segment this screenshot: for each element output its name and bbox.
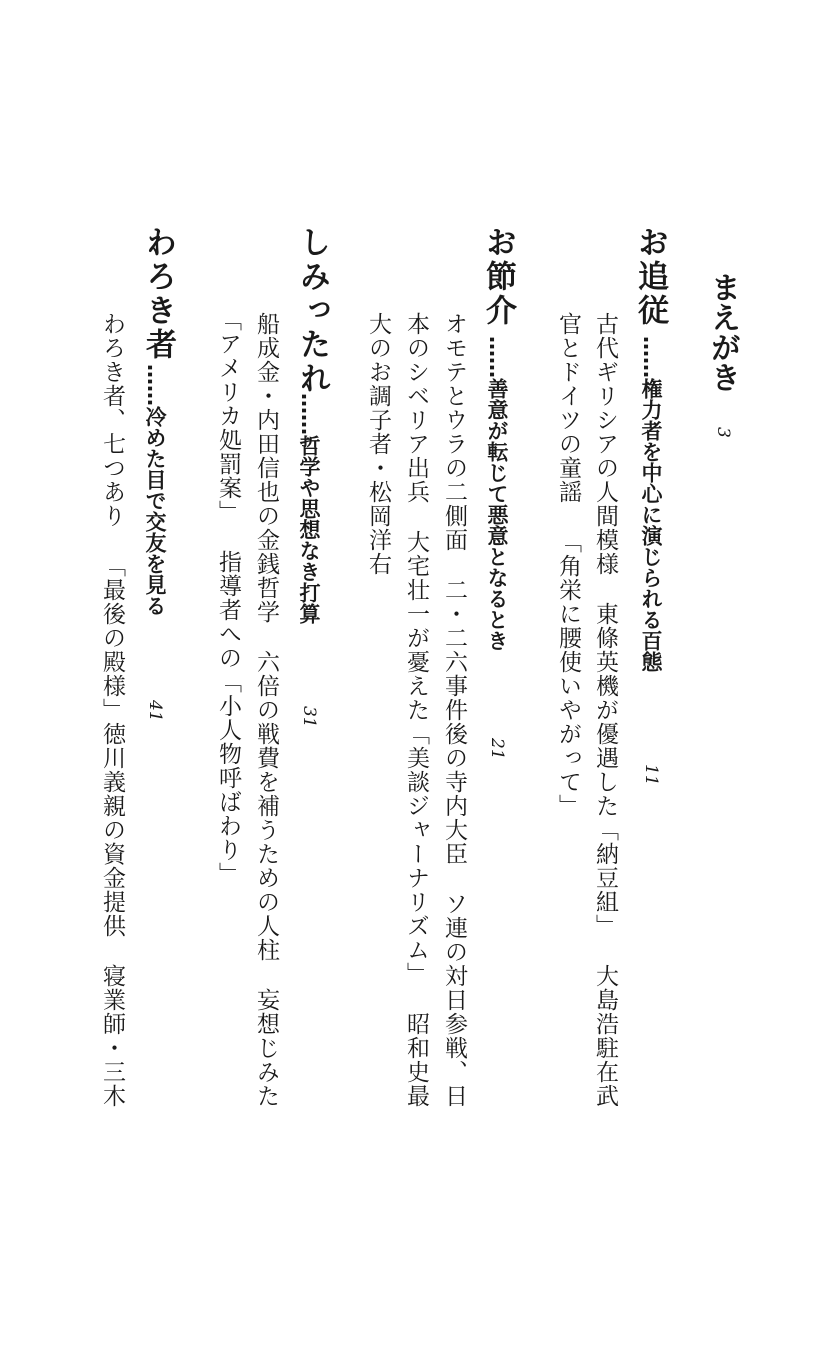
entry: 昭和史最 (403, 1012, 429, 1108)
entry: 船成金・内田信也の金銭哲学 (253, 312, 279, 624)
entry: 「角栄に腰使いやがって」 (555, 530, 581, 818)
body-line (404, 312, 427, 1108)
chapter-page-number: 31 (299, 706, 319, 728)
body-line (100, 312, 123, 1108)
entry: オモテとウラの二側面 (441, 312, 467, 552)
body-line (442, 312, 465, 1108)
entry: 本のシベリア出兵 (403, 312, 429, 504)
chapter-subtitle: ……善意が転じて悪意となるとき (485, 336, 509, 651)
entry: 古代ギリシアの人間模様 (592, 312, 618, 576)
entry: 「最後の殿様」徳川義親の資金提供 (99, 554, 125, 938)
chapter-title: お節介 (480, 226, 516, 328)
entry: 大宅壮一が憂えた「美談ジャーナリズム」 (403, 530, 429, 986)
entry: 二・二六事件後の寺内大臣 (441, 578, 467, 866)
chapter-page-number: 11 (641, 764, 661, 786)
chapter-title: わろき者 (140, 226, 176, 362)
entry: 妄想じみた (253, 988, 279, 1108)
entry: ソ連の対日参戦、日 (441, 892, 467, 1108)
chapter-subtitle: ……冷めた目で交友を見る (143, 364, 167, 616)
chapter-title: お追従 (632, 226, 668, 328)
preface-title: まえがき (705, 272, 740, 392)
preface-page-number: 3 (713, 427, 733, 438)
body-line (216, 308, 239, 886)
entry: 東條英機が優遇した「納豆組」 (592, 602, 618, 938)
chapter-subtitle: ……権力者を中心に演じられる百態 (639, 336, 663, 672)
body-line (593, 312, 616, 1108)
chapter-subtitle: ……哲学や思想なき打算 (297, 393, 321, 624)
entry: わろき者、七つあり (99, 312, 125, 528)
entry: 「アメリカ処罰案」 (215, 308, 241, 524)
entry: 六倍の戦費を補うための人柱 (253, 650, 279, 962)
entry: 大のお調子者・松岡洋右 (365, 312, 391, 576)
entry: 大島浩駐在武 (592, 964, 618, 1108)
chapter-title: しみったれ (294, 226, 330, 396)
entry: 官とドイツの童謡 (555, 312, 581, 504)
entry: 寝業師・三木 (99, 964, 125, 1108)
chapter-page-number: 41 (145, 700, 165, 722)
body-line (366, 312, 389, 576)
entry: 指導者への「小人物呼ばわり」 (215, 550, 241, 886)
chapter-page-number: 21 (487, 738, 507, 760)
body-line (254, 312, 277, 1108)
body-line (556, 312, 579, 818)
